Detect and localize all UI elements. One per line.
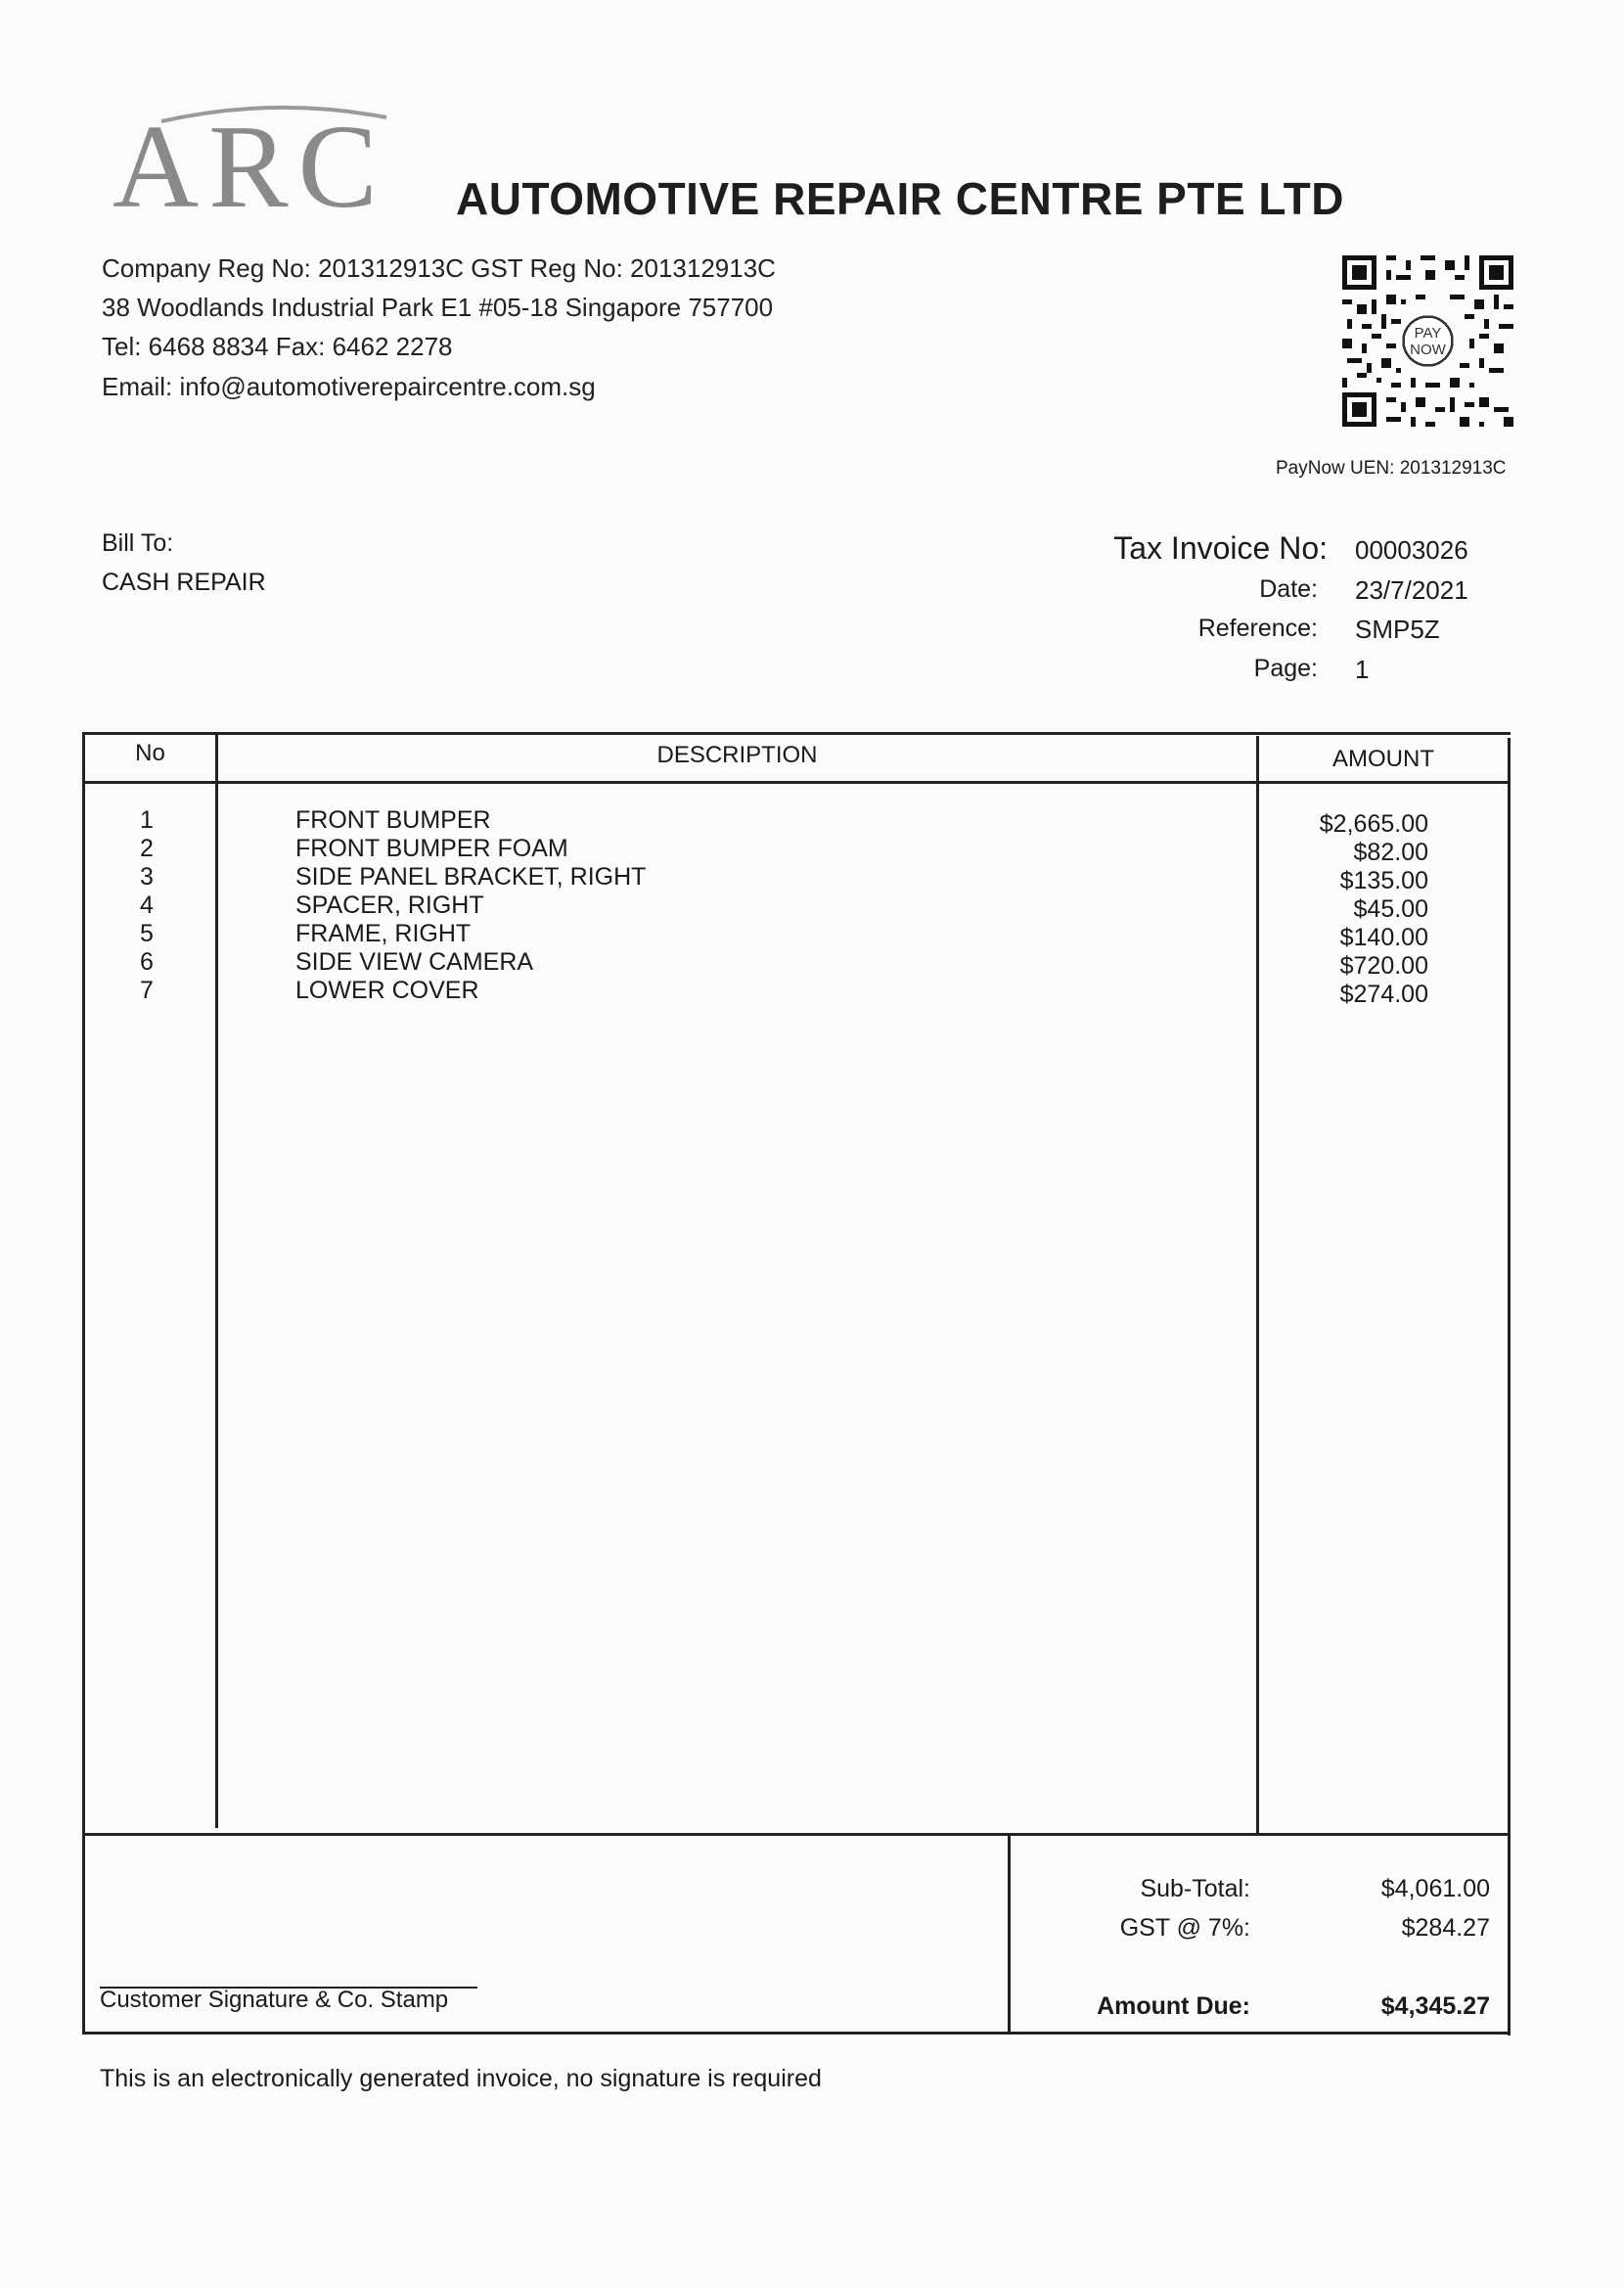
subtotal-value: $4,061.00 (1380, 1875, 1490, 1902)
invoice-date: 23/7/2021 (1355, 575, 1468, 605)
svg-text:NOW: NOW (1410, 342, 1446, 358)
row-amount: $140.00 (1339, 924, 1428, 951)
row-amount: $135.00 (1339, 867, 1428, 894)
row-no: 1 (140, 806, 154, 834)
row-no: 2 (140, 835, 154, 862)
header-description: DESCRIPTION (656, 742, 818, 768)
date-label: Date: (1259, 575, 1318, 603)
row-no: 5 (140, 920, 154, 947)
header-amount: AMOUNT (1332, 746, 1434, 772)
row-description: LOWER COVER (295, 977, 479, 1004)
company-email: Email: info@automotiverepaircentre.com.sg (102, 372, 596, 401)
row-amount: $2,665.00 (1319, 810, 1428, 838)
footer-note: This is an electronically generated invoice, no signature is required (100, 2065, 822, 2092)
bill-to-label: Bill To: (102, 529, 174, 557)
page-label: Page: (1253, 655, 1318, 682)
row-description: FRONT BUMPER FOAM (295, 835, 568, 862)
row-amount: $274.00 (1339, 981, 1428, 1008)
row-no: 6 (140, 948, 154, 976)
company-reg-line: Company Reg No: 201312913C GST Reg No: 201312913C (102, 253, 776, 283)
amount-due-value: $4,345.27 (1380, 1992, 1490, 2020)
row-no: 3 (140, 863, 154, 891)
gst-value: $284.27 (1401, 1914, 1490, 1942)
bill-to-name: CASH REPAIR (102, 569, 266, 596)
subtotal-label: Sub-Total: (1140, 1875, 1250, 1902)
row-description: FRAME, RIGHT (295, 920, 472, 947)
row-no: 7 (140, 977, 154, 1004)
row-description: SIDE VIEW CAMERA (295, 948, 534, 976)
company-address: 38 Woodlands Industrial Park E1 #05-18 Singapore 757700 (102, 293, 774, 322)
row-description: SPACER, RIGHT (295, 892, 484, 919)
paynow-qr-code (1342, 255, 1513, 427)
row-no: 4 (140, 892, 154, 919)
reference-label: Reference: (1197, 615, 1318, 642)
row-amount: $82.00 (1353, 839, 1428, 866)
company-logo: ARC (113, 101, 387, 233)
row-amount: $45.00 (1353, 895, 1428, 923)
paynow-uen: PayNow UEN: 201312913C (1276, 458, 1507, 479)
row-description: FRONT BUMPER (295, 806, 491, 834)
svg-text:PAY: PAY (1414, 325, 1442, 342)
signature-label: Customer Signature & Co. Stamp (100, 1987, 449, 2013)
invoice-no-label: Tax Invoice No: (1113, 530, 1328, 566)
row-amount: $720.00 (1339, 952, 1428, 980)
header-no: No (135, 740, 165, 766)
invoice-reference: SMP5Z (1355, 615, 1440, 644)
row-description: SIDE PANEL BRACKET, RIGHT (295, 863, 647, 891)
gst-label: GST @ 7%: (1119, 1914, 1250, 1942)
company-tel-fax: Tel: 6468 8834 Fax: 6462 2278 (102, 332, 453, 361)
company-name: AUTOMOTIVE REPAIR CENTRE PTE LTD (456, 173, 1344, 224)
invoice-page: 1 (1355, 655, 1370, 684)
invoice-number: 00003026 (1355, 535, 1468, 565)
amount-due-label: Amount Due: (1097, 1992, 1250, 2020)
